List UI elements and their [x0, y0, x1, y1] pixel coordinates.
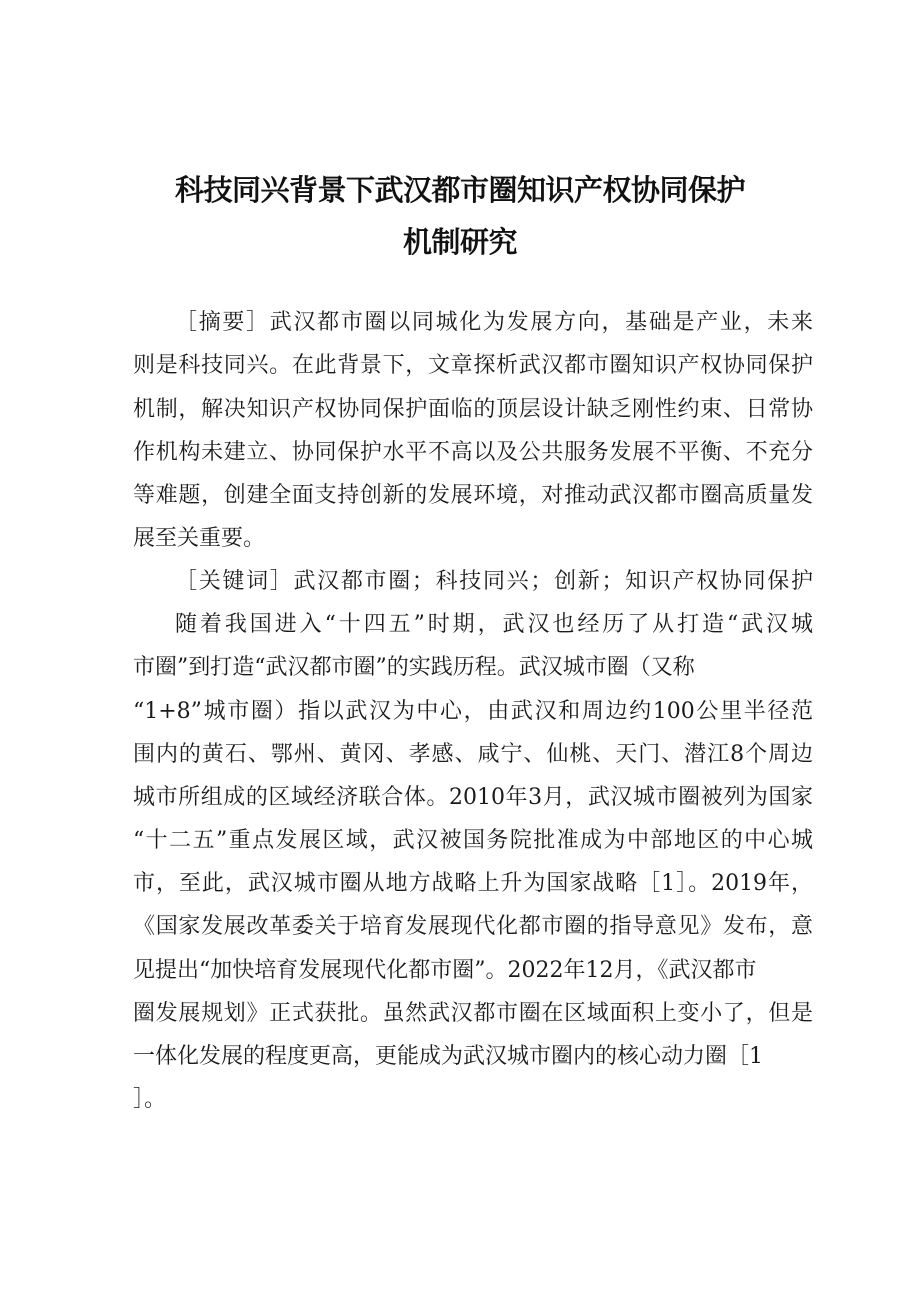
abstract-line: 作机构未建立、协同保护水平不高以及公共服务发展不平衡、不充分: [133, 440, 813, 465]
document-title-line-2: 机制研究: [402, 225, 517, 259]
abstract-line: 展至关重要。: [133, 526, 266, 551]
body-line: 见提出“加快培育发展现代化都市圈”。2022年12月，《武汉都市: [133, 958, 757, 983]
abstract-line: ［摘要］武汉都市圈以同城化为发展方向，基础是产业，未来: [175, 310, 813, 335]
body-line: “1+8”城市圈）指以武汉为中心，由武汉和周边约100公里半径范: [133, 699, 813, 724]
abstract-line: 则是科技同兴。在此背景下，文章探析武汉都市圈知识产权协同保护: [133, 353, 813, 378]
abstract-line: 等难题，创建全面支持创新的发展环境，对推动武汉都市圈高质量发: [133, 483, 813, 508]
body-line: 一体化发展的程度更高，更能成为武汉城市圈内的核心动力圈［1: [133, 1044, 763, 1069]
body-line: 市圈”到打造“武汉都市圈”的实践历程。武汉城市圈（又称: [133, 655, 695, 680]
body-line: 城市所组成的区域经济联合体。2010年3月，武汉城市圈被列为国家: [133, 785, 813, 810]
document-title-line-1: 科技同兴背景下武汉都市圈知识产权协同保护: [174, 173, 745, 207]
body-line: “十二五”重点发展区域，武汉被国务院批准成为中部地区的中心城: [133, 828, 813, 853]
body-line: 围内的黄石、鄂州、黄冈、孝感、咸宁、仙桃、天门、潜江8个周边: [133, 742, 813, 767]
abstract-line: 机制，解决知识产权协同保护面临的顶层设计缺乏刚性约束、日常协: [133, 397, 813, 422]
body-line: ］。: [133, 1087, 167, 1112]
body-line: 圈发展规划》正式获批。虽然武汉都市圈在区域面积上变小了，但是: [133, 1001, 813, 1026]
keywords-line: ［关键词］武汉都市圈；科技同兴；创新；知识产权协同保护: [175, 569, 813, 594]
body-line: 《国家发展改革委关于培育发展现代化都市圈的指导意见》发布，意: [133, 914, 813, 939]
body-line: 随着我国进入“十四五”时期，武汉也经历了从打造“武汉城: [175, 612, 813, 637]
body-line: 市，至此，武汉城市圈从地方战略上升为国家战略［1］。2019年，: [133, 871, 813, 896]
